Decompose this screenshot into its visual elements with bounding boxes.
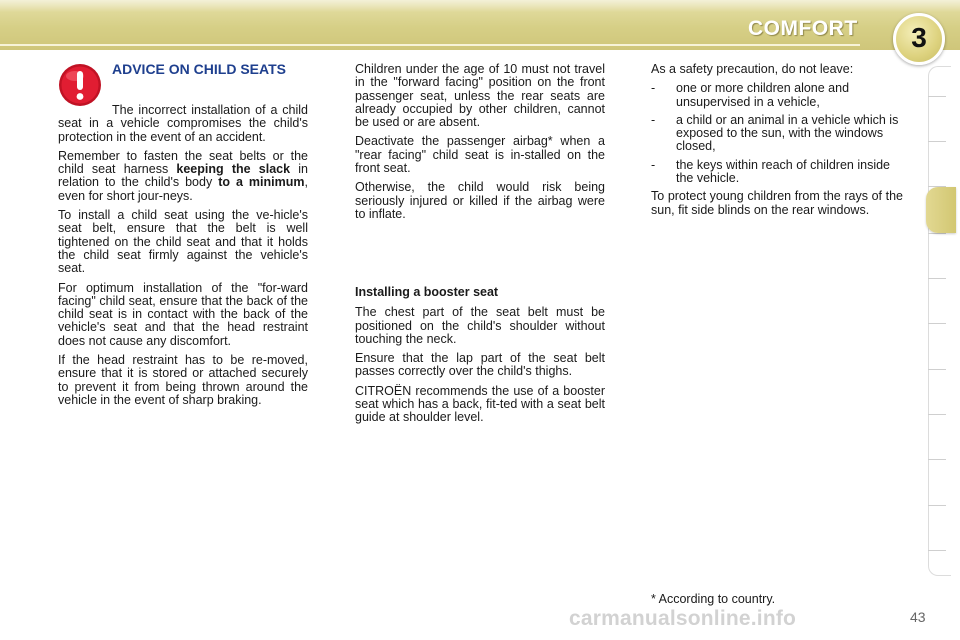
page-number: 43 [910, 609, 926, 625]
booster-section [355, 286, 605, 431]
list-dash: - [651, 81, 656, 96]
advice-paragraph: To install a child seat using the ve-hicle's seat belt, ensure that the belt is well tightened on the child seat and that it holds the child seat firmly against the vehicle's seat. [58, 208, 308, 276]
chapter-number: 3 [911, 22, 927, 53]
header-shine [0, 0, 960, 12]
list-item [651, 159, 903, 186]
list-dash: - [651, 112, 656, 127]
side-tab-divider [928, 278, 946, 279]
list-item-text: the keys within reach of children inside the vehicle. [676, 157, 891, 186]
precaution-intro: As a safety precaution, do not leave: [651, 62, 854, 76]
precaution-outro: To protect young children from the rays of the sun, fit side blinds on the rear windows. [651, 189, 903, 217]
booster-paragraph: The chest part of the seat belt must be positioned on the child's shoulder without touching the neck. [355, 305, 605, 346]
side-tab-divider [928, 505, 946, 506]
advice-paragraph: If the head restraint has to be re-moved, ensure that it is stored or attached securely to prevent it from being thrown around the vehicle in the event of sharp braking. [58, 353, 308, 407]
watermark: carmanualsonline.info [569, 607, 797, 630]
side-tab-divider [928, 414, 946, 415]
airbag-paragraph: Deactivate the passenger airbag* when a "rear facing" child seat is in-stalled on the front seat. [355, 134, 605, 176]
precaution-column [651, 63, 903, 223]
booster-title: Installing a booster seat [355, 285, 499, 299]
advice-title: ADVICE ON CHILD SEATS [112, 61, 286, 77]
advice-paragraph: The incorrect installation of a child seat in a vehicle compromises the child's protection in the event of an accident. [58, 103, 308, 144]
side-tab-strip [928, 66, 951, 576]
booster-paragraph: CITROËN recommends the use of a booster seat which has a back, fit-ted with a seat belt guide at shoulder level. [355, 383, 605, 425]
chapter-badge [893, 13, 945, 65]
booster-paragraph: Ensure that the lap part of the seat belt passes correctly over the child's thighs. [355, 351, 605, 379]
side-tab-divider [928, 369, 946, 370]
side-tab-divider [928, 323, 946, 324]
advice-emphasis: to a minimum [218, 175, 305, 190]
list-item-text: one or more children alone and unsupervised in a vehicle, [676, 81, 850, 109]
footnote: * According to country. [651, 592, 776, 606]
header-divider [0, 44, 860, 46]
side-tab-divider [928, 141, 946, 142]
advice-text: in relation to the child's body [58, 162, 309, 190]
advice-emphasis: keeping the slack [176, 162, 291, 177]
list-dash: - [651, 157, 656, 172]
airbag-column [355, 63, 605, 227]
advice-paragraph: For optimum installation of the "for-ward facing" child seat, ensure that the back of the child seat is in contact with the back of the vehicle's seat and that the head restraint does not cause any discomfort. [58, 280, 308, 348]
side-tab-divider [928, 550, 946, 551]
advice-text: , even for short jour-neys. [58, 175, 308, 203]
list-item-text: a child or an animal in a vehicle which is exposed to the sun, with the windows closed, [676, 112, 899, 154]
side-tab-comfort[interactable] [926, 187, 956, 233]
airbag-paragraph: Otherwise, the child would risk being seriously injured or killed if the airbag were to inflate. [355, 180, 605, 221]
airbag-paragraph: Children under the age of 10 must not travel in the "forward facing" position on the front passenger seat, unless the rear seats are already occupied by other children, cannot be used or are absent. [355, 62, 605, 130]
exclamation-warning-icon [58, 63, 102, 107]
chapter-title: COMFORT [748, 17, 858, 40]
advice-column [58, 104, 308, 413]
list-item [651, 114, 903, 154]
advice-paragraph [58, 150, 308, 203]
side-tab-divider [928, 459, 946, 460]
side-tab-divider [928, 233, 946, 234]
list-item [651, 82, 903, 109]
advice-text: Remember to fasten the seat belts or the child seat harness [58, 148, 308, 177]
side-tab-divider [928, 96, 946, 97]
